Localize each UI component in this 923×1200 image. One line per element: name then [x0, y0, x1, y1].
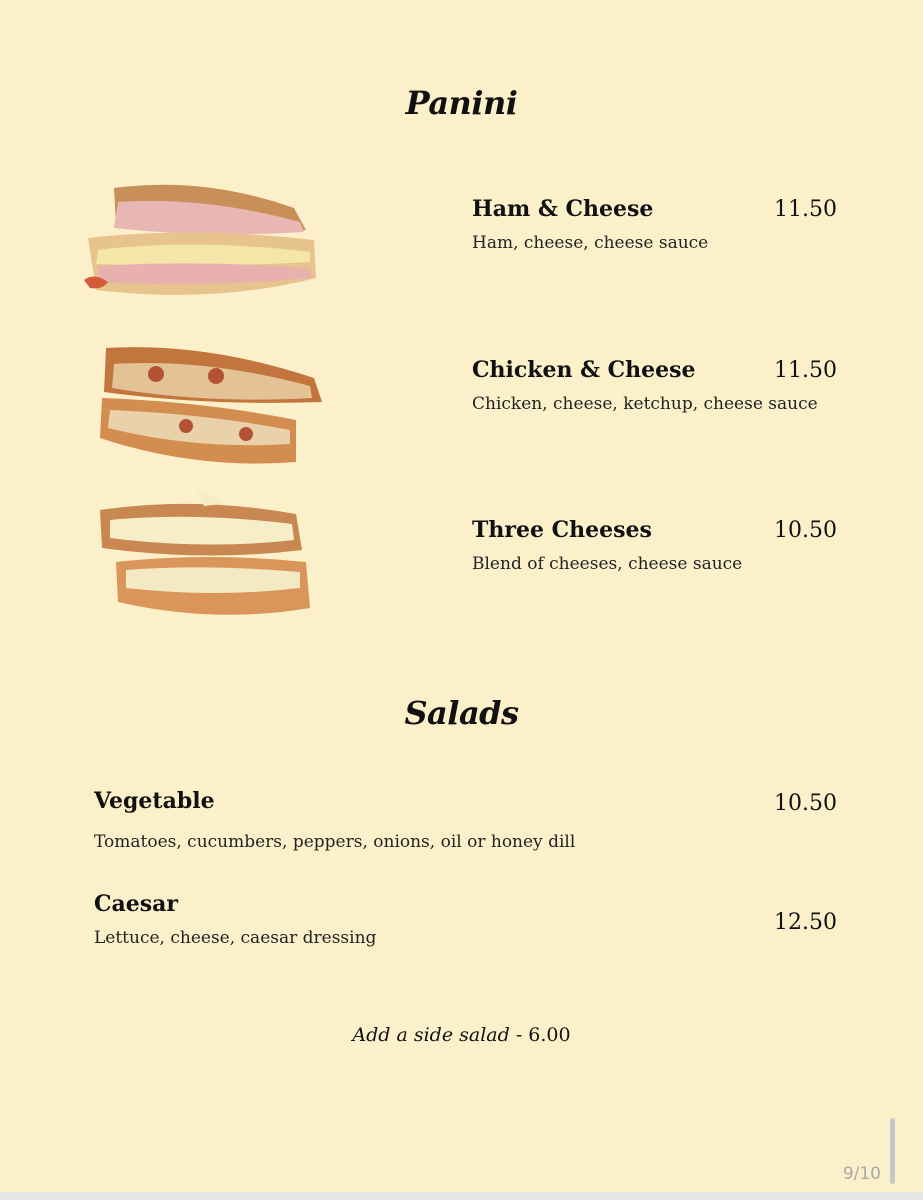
panini-item-description: Chicken, cheese, ketchup, cheese sauce — [472, 394, 818, 414]
salad-item-price: 12.50 — [774, 910, 837, 935]
bottom-bar — [0, 1192, 923, 1200]
chicken-cheese-panini-image — [96, 342, 324, 470]
addon-price: 6.00 — [528, 1024, 571, 1046]
salad-item-name: Vegetable — [94, 788, 215, 814]
panini-item-price: 10.50 — [774, 518, 837, 543]
salad-item-price: 10.50 — [774, 791, 837, 816]
panini-item-name: Three Cheeses — [472, 517, 652, 543]
panini-section-title: Panini — [405, 84, 518, 122]
panini-item-description: Ham, cheese, cheese sauce — [472, 233, 709, 253]
addon-label: Add a side salad — [352, 1024, 510, 1046]
scrollbar-thumb[interactable] — [890, 1118, 895, 1184]
three-cheese-panini-image — [96, 490, 314, 624]
page-indicator: 9/10 — [842, 1164, 881, 1184]
salad-item-name: Caesar — [94, 891, 178, 917]
panini-item-name: Ham & Cheese — [472, 196, 654, 222]
panini-item-name: Chicken & Cheese — [472, 357, 696, 383]
panini-item-description: Blend of cheeses, cheese sauce — [472, 554, 743, 574]
panini-item-price: 11.50 — [774, 197, 837, 222]
salad-item-description: Lettuce, cheese, caesar dressing — [94, 928, 377, 948]
ham-cheese-panini-image — [84, 178, 320, 304]
salads-section-title: Salads — [404, 694, 519, 732]
panini-item-price: 11.50 — [774, 358, 837, 383]
addon-separator: - — [509, 1024, 529, 1046]
side-salad-addon — [0, 1024, 923, 1046]
salad-item-description: Tomatoes, cucumbers, peppers, onions, oil or honey dill — [94, 832, 576, 852]
